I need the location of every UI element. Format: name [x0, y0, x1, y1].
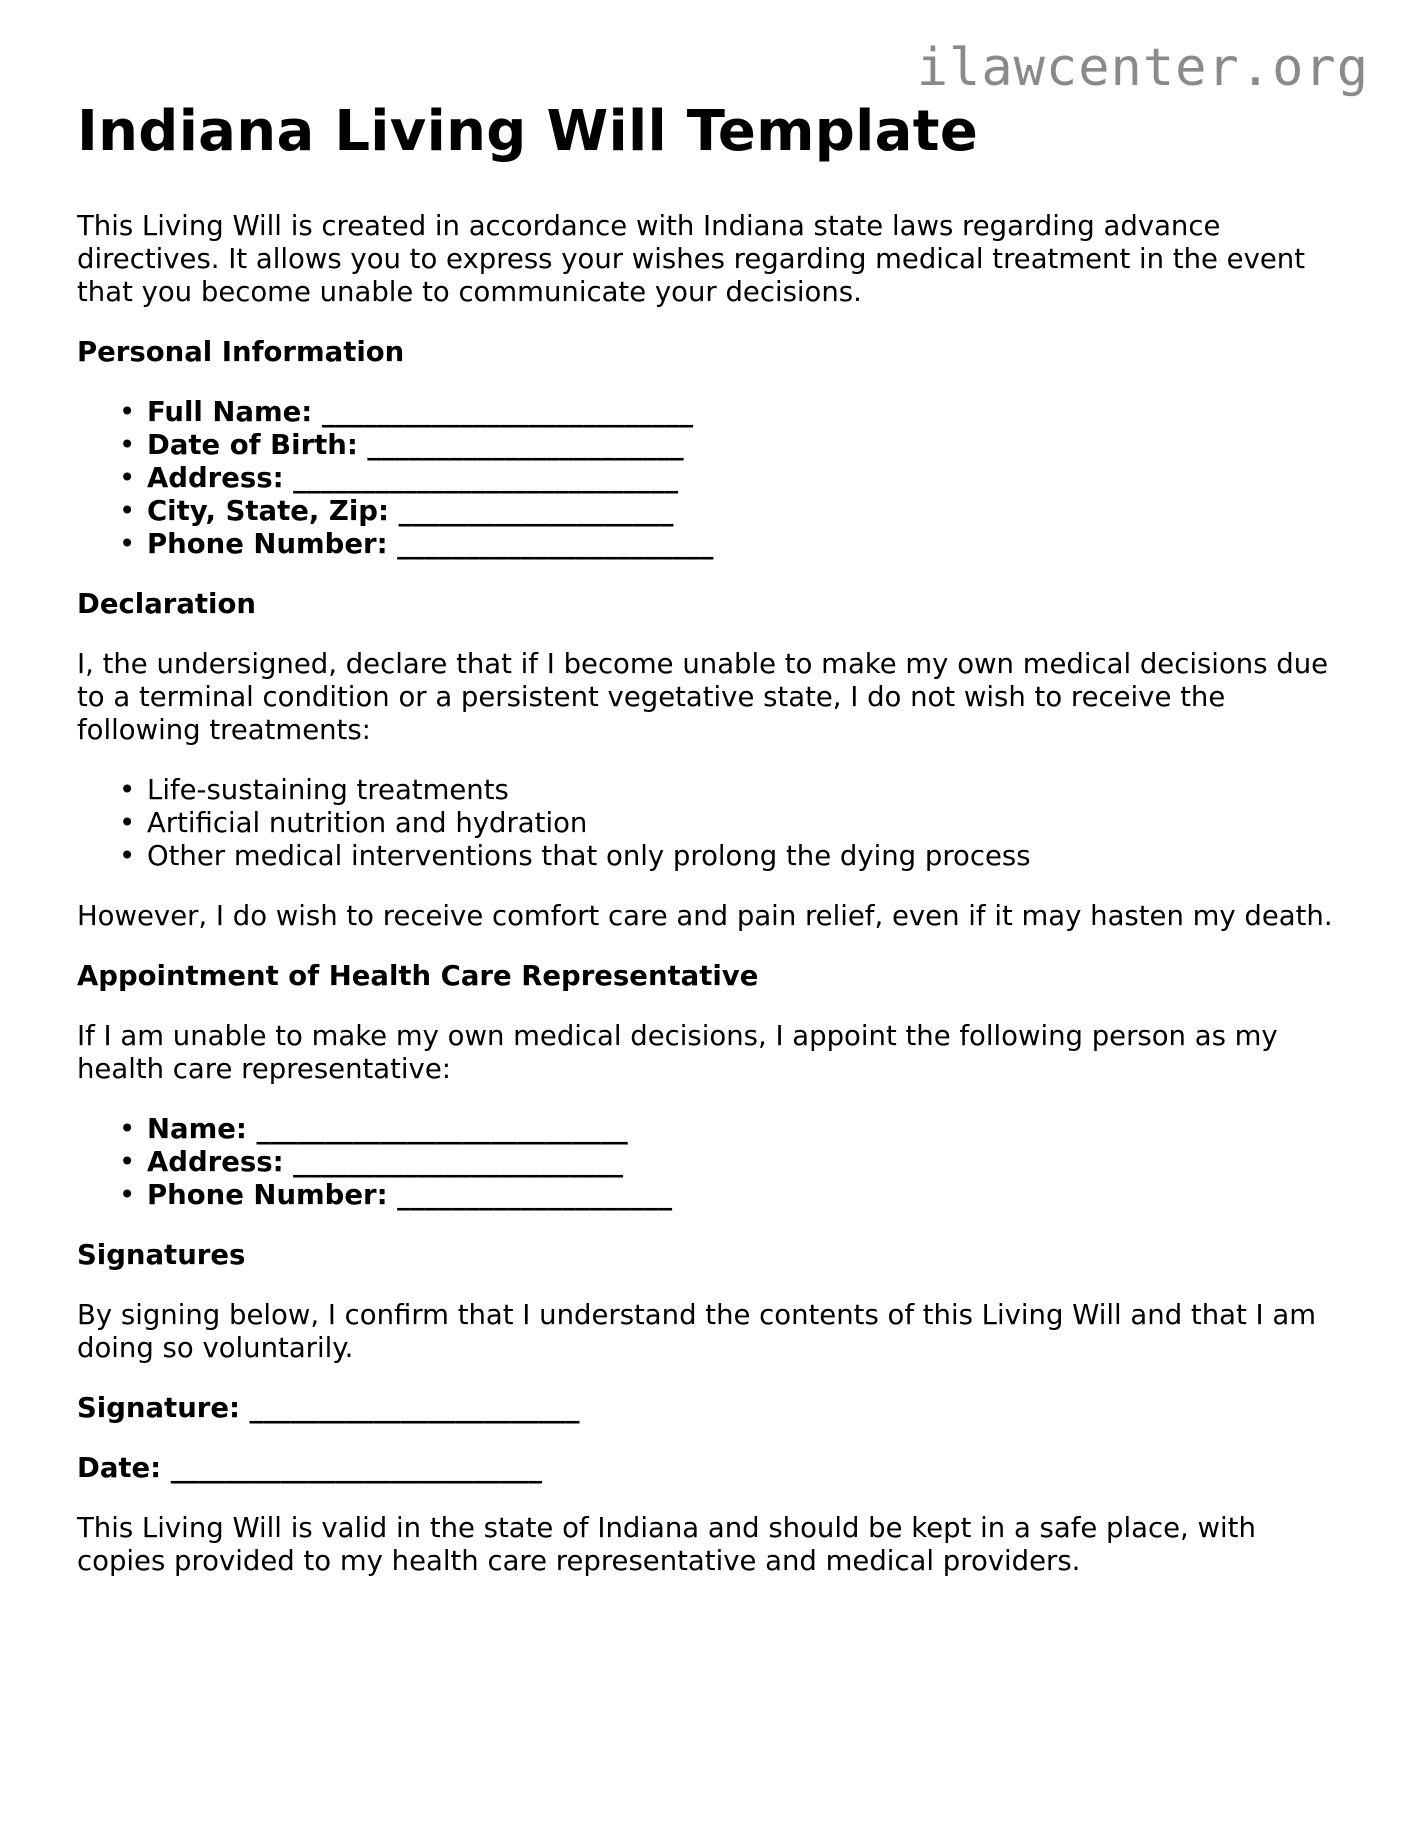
list-item [119, 774, 1337, 807]
city-state-zip-field[interactable]: City, State, Zip: ____________________ [147, 495, 674, 527]
representative-phone-field[interactable]: Phone Number: ____________________ [147, 1179, 673, 1211]
document-page [77, 96, 1337, 1578]
bullet-icon: • [119, 495, 136, 527]
representative-list [77, 1113, 1337, 1212]
representative-heading: Appointment of Health Care Representative [77, 960, 759, 992]
comfort-care-paragraph: However, I do wish to receive comfort care and pain relief, even if it may hasten my death. [77, 900, 1333, 932]
bullet-icon: • [119, 396, 136, 428]
bullet-icon: • [119, 807, 136, 839]
address-field[interactable]: Address: ____________________________ [147, 462, 679, 494]
list-item [119, 462, 1337, 495]
full-name-field[interactable]: Full Name: ___________________________ [147, 396, 694, 428]
list-item [119, 1179, 1337, 1212]
bullet-icon: • [119, 840, 136, 872]
list-item [119, 1146, 1337, 1179]
list-item [119, 1113, 1337, 1146]
date-of-birth-field[interactable]: Date of Birth: _______________________ [147, 429, 684, 461]
bullet-icon: • [119, 1179, 136, 1211]
list-item [119, 807, 1337, 840]
personal-information-list [77, 396, 1337, 561]
treatment-item: Life-sustaining treatments [147, 774, 509, 806]
bullet-icon: • [119, 429, 136, 461]
bullet-icon: • [119, 1113, 136, 1145]
bullet-icon: • [119, 774, 136, 806]
intro-paragraph: This Living Will is created in accordance with Indiana state laws regarding advance directives. It allows you to express your wishes regarding medical treatment in the event that you become unable to communicate your decisions. [77, 210, 1306, 308]
watermark-logo: ilawcenter.org [916, 38, 1369, 98]
list-item [119, 528, 1337, 561]
declaration-paragraph: I, the undersigned, declare that if I become unable to make my own medical decisions due to a terminal condition or a persistent vegetative state, I do not wish to receive the following treatments: [77, 648, 1329, 746]
representative-address-field[interactable]: Address: ________________________ [147, 1146, 624, 1178]
list-item [119, 840, 1337, 873]
personal-information-heading: Personal Information [77, 336, 405, 368]
phone-number-field[interactable]: Phone Number: _______________________ [147, 528, 714, 560]
representative-paragraph: If I am unable to make my own medical decisions, I appoint the following person as my health care representative: [77, 1020, 1278, 1085]
signatures-heading: Signatures [77, 1239, 246, 1271]
signature-field[interactable]: Signature: ________________________ [77, 1392, 580, 1424]
declaration-heading: Declaration [77, 588, 256, 620]
signatures-paragraph: By signing below, I confirm that I understand the contents of this Living Will and that I am doing so voluntarily. [77, 1299, 1316, 1364]
closing-paragraph: This Living Will is valid in the state of Indiana and should be kept in a safe place, with copies provided to my health care representative and medical providers. [77, 1512, 1256, 1577]
bullet-icon: • [119, 1146, 136, 1178]
bullet-icon: • [119, 462, 136, 494]
treatment-item: Other medical interventions that only prolong the dying process [147, 840, 1031, 872]
bullet-icon: • [119, 528, 136, 560]
treatment-item: Artificial nutrition and hydration [147, 807, 588, 839]
date-field[interactable]: Date: ___________________________ [77, 1452, 543, 1484]
list-item [119, 429, 1337, 462]
list-item [119, 396, 1337, 429]
treatments-list [77, 774, 1337, 873]
representative-name-field[interactable]: Name: ___________________________ [147, 1113, 628, 1145]
list-item [119, 495, 1337, 528]
document-title: Indiana Living Will Template [77, 99, 979, 164]
